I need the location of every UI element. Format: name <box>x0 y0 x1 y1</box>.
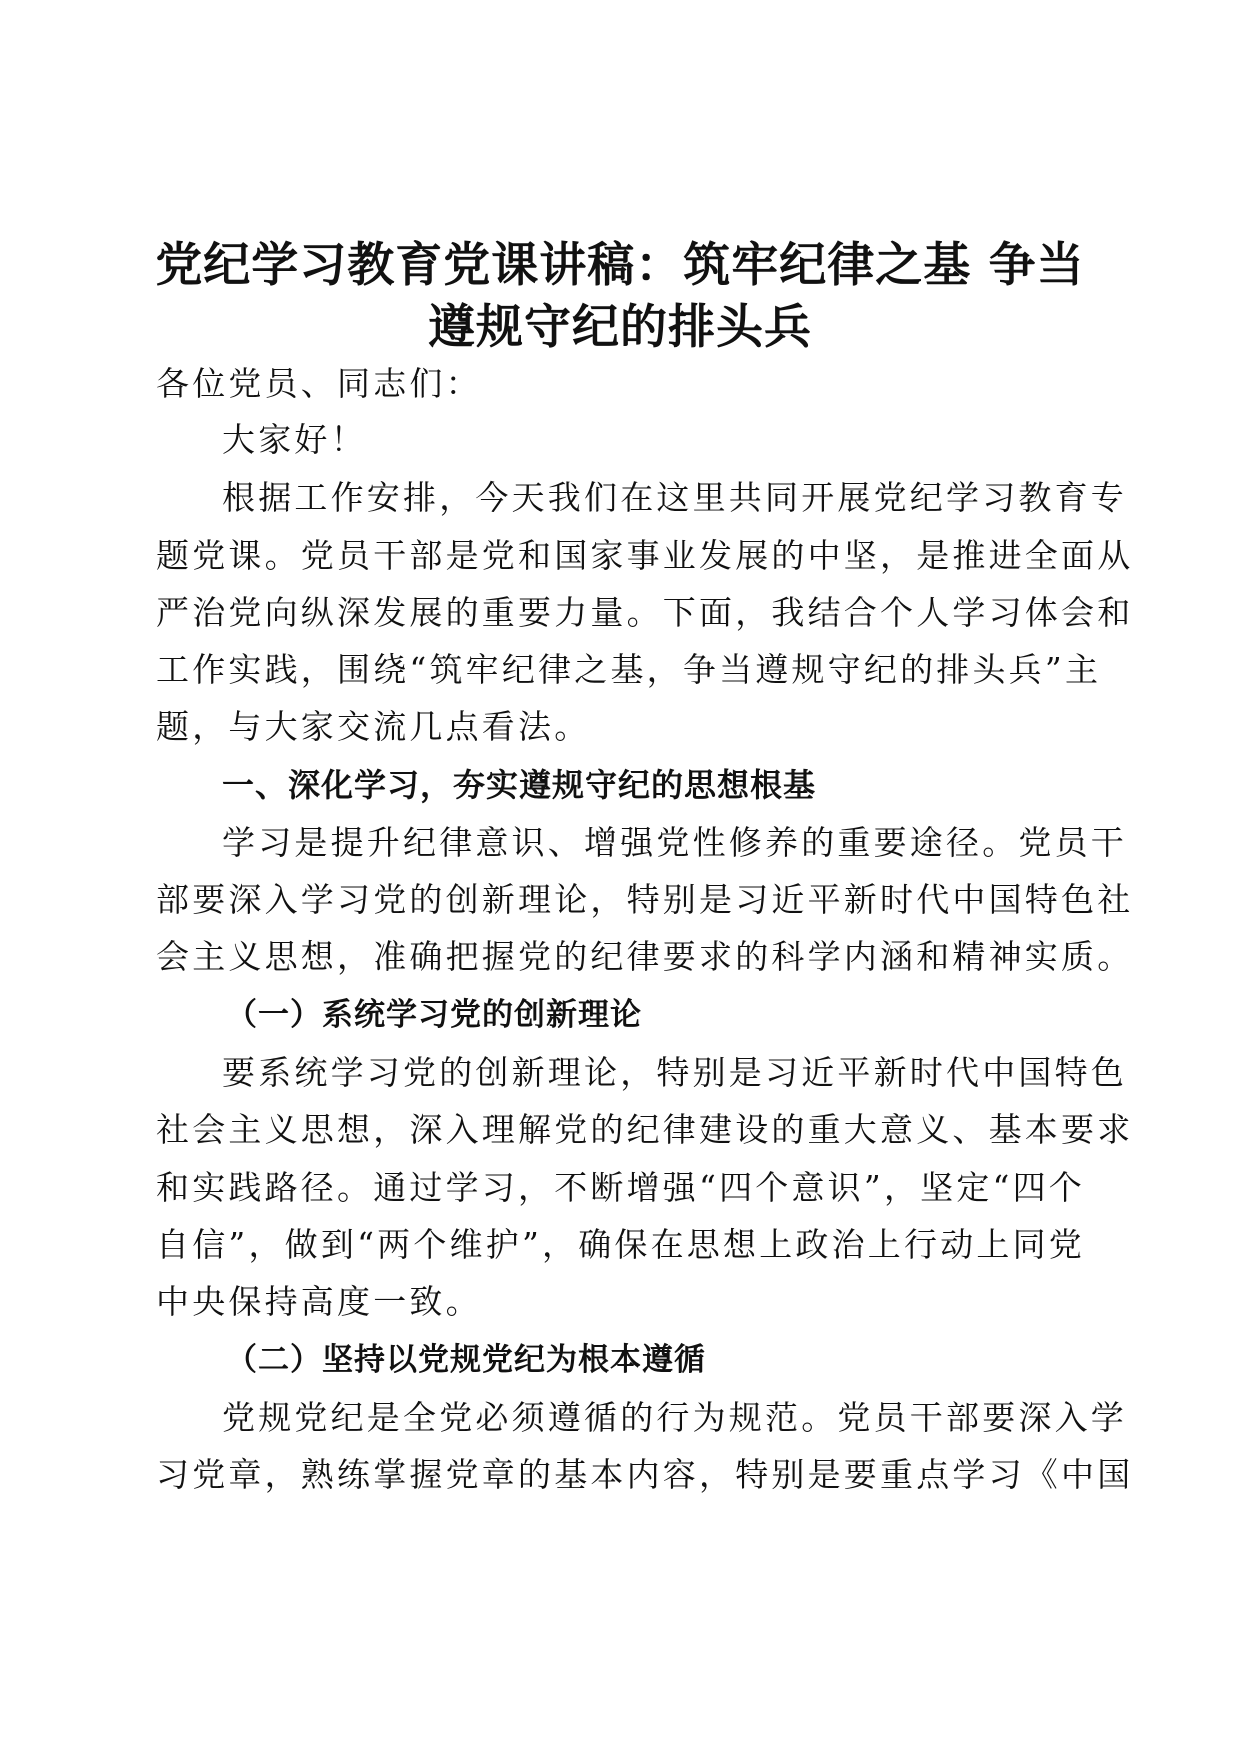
salutation: 各位党员、同志们： <box>156 364 482 403</box>
subsection-1-line-5: 中央保持高度一致。 <box>156 1282 482 1321</box>
intro-line-4: 工作实践，围绕“筑牢纪律之基，争当遵规守纪的排头兵”主 <box>156 650 1102 689</box>
section-1-line-1: 学习是提升纪律意识、增强党性修养的重要途径。党员干 <box>222 823 1127 862</box>
subsection-1-line-4: 自信”，做到“两个维护”，确保在思想上政治上行动上同党 <box>156 1225 1086 1264</box>
intro-line-2: 题党课。党员干部是党和国家事业发展的中坚，是推进全面从 <box>156 536 1134 575</box>
greeting: 大家好！ <box>222 420 367 459</box>
intro-line-5: 题，与大家交流几点看法。 <box>156 707 591 746</box>
intro-line-3: 严治党向纵深发展的重要力量。下面，我结合个人学习体会和 <box>156 593 1134 632</box>
section-1-line-2: 部要深入学习党的创新理论，特别是习近平新时代中国特色社 <box>156 880 1134 919</box>
document-title-line-1: 党纪学习教育党课讲稿：筑牢纪律之基 争当 <box>155 238 1085 293</box>
subsection-1-line-1: 要系统学习党的创新理论，特别是习近平新时代中国特色 <box>222 1053 1127 1092</box>
subsection-2-heading: （二）坚持以党规党纪为根本遵循 <box>226 1342 706 1378</box>
subsection-1-heading: （一）系统学习党的创新理论 <box>226 997 642 1033</box>
section-1-heading: 一、深化学习，夯实遵规守纪的思想根基 <box>222 766 817 804</box>
subsection-1-line-3: 和实践路径。通过学习，不断增强“四个意识”，坚定“四个 <box>156 1168 1086 1207</box>
intro-line-1: 根据工作安排，今天我们在这里共同开展党纪学习教育专 <box>222 478 1127 517</box>
document-title-line-2: 遵规守纪的排头兵 <box>428 300 812 355</box>
subsection-1-line-2: 社会主义思想，深入理解党的纪律建设的重大意义、基本要求 <box>156 1110 1134 1149</box>
subsection-2-line-2: 习党章，熟练掌握党章的基本内容，特别是要重点学习《中国 <box>156 1455 1134 1494</box>
section-1-line-3: 会主义思想，准确把握党的纪律要求的科学内涵和精神实质。 <box>156 937 1134 976</box>
subsection-2-line-1: 党规党纪是全党必须遵循的行为规范。党员干部要深入学 <box>222 1398 1127 1437</box>
